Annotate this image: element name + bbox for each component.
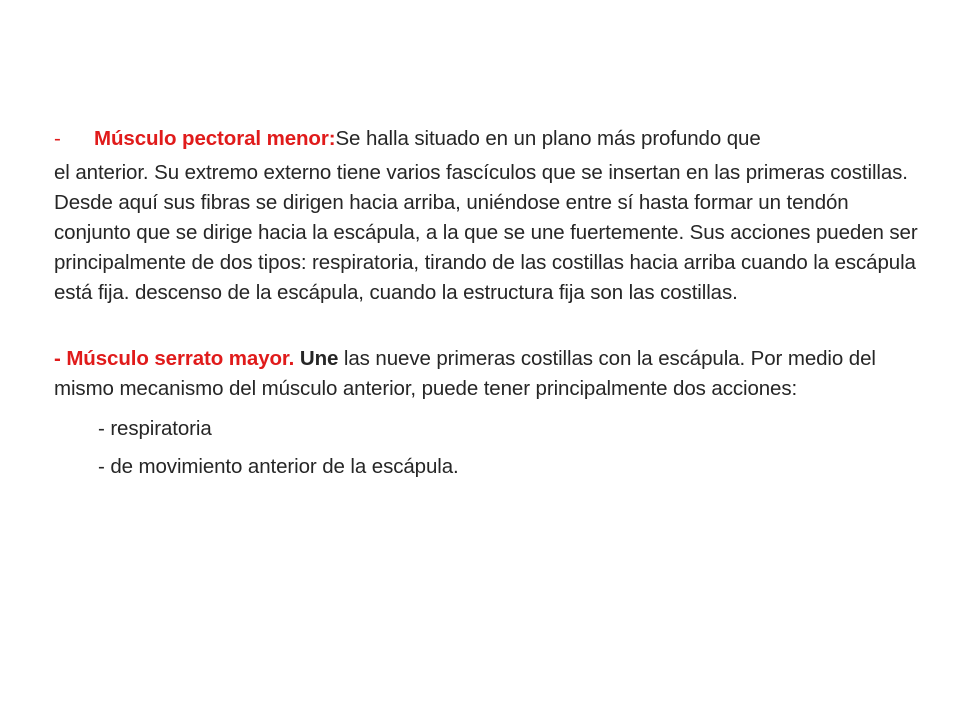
slide-text-block: [54, 124, 922, 482]
serrato-keyword: Une: [299, 347, 339, 370]
action-item-movimiento: - de movimiento anterior de la escápula.: [98, 455, 459, 478]
pectoral-intro: Se halla situado en un plano más profundo que: [335, 127, 761, 150]
pectoral-first-line: [54, 124, 922, 154]
pectoral-description: el anterior. Su extremo externo tiene varios fascículos que se insertan en las primeras costillas. Desde aquí sus fibras se dirigen hacia arriba, uniéndose entre sí hasta formar un tendón conjunto que se dirige hacia la escápula, a la que se une fuertemente. Sus acciones pueden ser principalmente de dos tipos: respiratoria, tirando de las costillas hacia arriba cuando la escápula está fija. descenso de la escápula, cuando la estructura fija son las costillas.: [54, 161, 918, 304]
bullet-dash: -: [54, 127, 61, 150]
serrato-description: las nueve primeras costillas con la escápula. Por medio del mismo mecanismo del músculo anterior, puede tener principalmente dos acciones:: [54, 347, 876, 400]
action-item-respiratoria: - respiratoria: [98, 417, 212, 440]
paragraph-gap: [54, 308, 922, 344]
pectoral-heading: Músculo pectoral menor:: [94, 127, 336, 150]
serrato-heading: - Músculo serrato mayor.: [54, 347, 295, 370]
serrato-paragraph: [54, 344, 922, 404]
